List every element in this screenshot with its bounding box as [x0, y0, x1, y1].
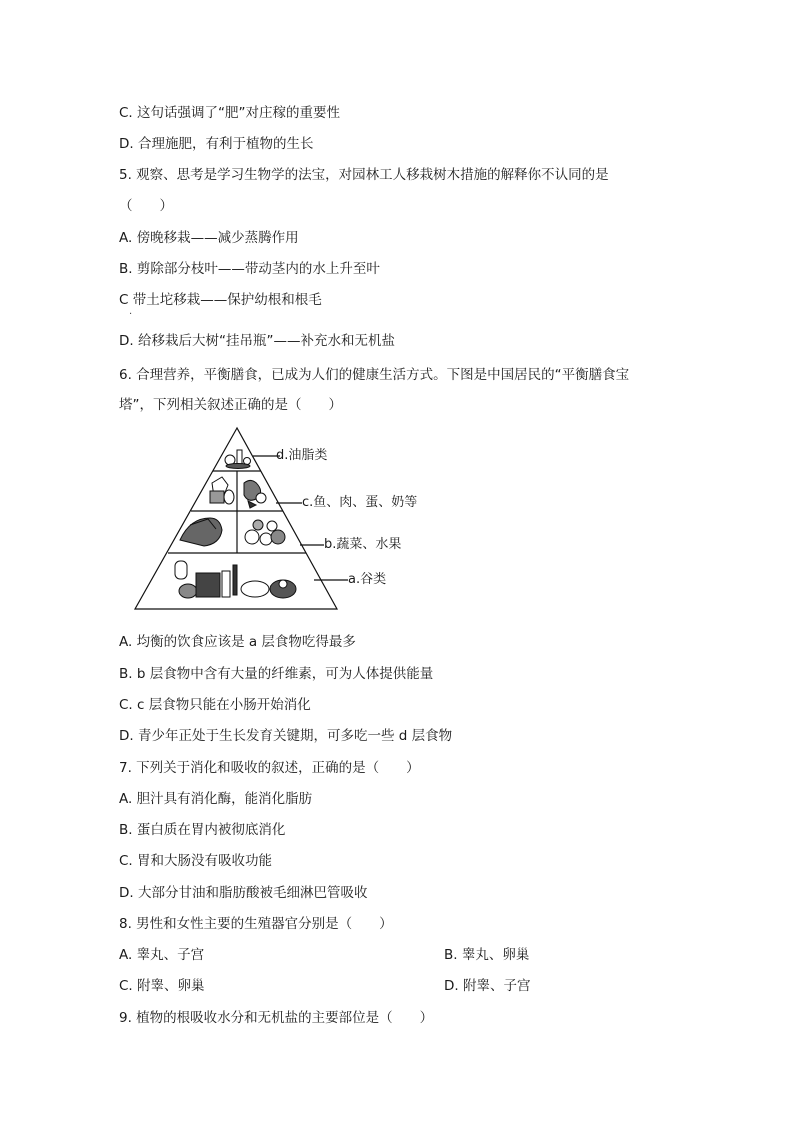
option-b-q5: B. 剪除部分枝叶——带动茎内的水上升至叶: [119, 261, 380, 277]
label-d-oils: d.油脂类: [276, 448, 328, 463]
option-d-q8: D. 附睾、子宫: [444, 978, 531, 994]
stray-dot: ·: [129, 309, 133, 320]
option-a-q7: A. 胆汁具有消化酶，能消化脂肪: [119, 791, 313, 807]
option-a-q8: A. 睾丸、子宫: [119, 947, 205, 963]
option-b-q8: B. 睾丸、卵巢: [444, 947, 530, 963]
meat-egg-milk-icons: [210, 477, 266, 508]
question-5: 5. 观察、思考是学习生物学的法宝，对园林工人移栽树木措施的解释你不认同的是: [119, 167, 609, 183]
label-a-grains: a.谷类: [348, 572, 387, 587]
oil-food-icons: [225, 450, 251, 469]
question-5-bracket: （ ）: [119, 198, 173, 214]
question-6-cont: 塔”，下列相关叙述正确的是（ ）: [119, 397, 342, 413]
option-c-q8: C. 附睾、卵巢: [119, 978, 205, 994]
question-9: 9. 植物的根吸收水分和无机盐的主要部位是（ ）: [119, 1010, 434, 1026]
question-7: 7. 下列关于消化和吸收的叙述，正确的是（ ）: [119, 760, 420, 776]
label-c-meat: c.鱼、肉、蛋、奶等: [302, 495, 418, 510]
option-d-q5: D. 给移栽后大树“挂吊瓶”——补充水和无机盐: [119, 333, 395, 349]
option-d-q7: D. 大部分甘油和脂肪酸被毛细淋巴管吸收: [119, 885, 368, 901]
option-c-q6: C. c 层食物只能在小肠开始消化: [119, 697, 311, 713]
option-a-q5: A. 傍晚移栽——减少蒸腾作用: [119, 230, 299, 246]
option-d-q6: D. 青少年正处于生长发育关键期，可多吃一些 d 层食物: [119, 728, 453, 744]
option-c-q4: C. 这句话强调了“肥”对庄稼的重要性: [119, 105, 340, 121]
option-c-q5: C 带土坨移栽——保护幼根和根毛: [119, 292, 322, 308]
option-d-q4: D. 合理施肥，有利于植物的生长: [119, 136, 314, 152]
option-b-q6: B. b 层食物中含有大量的纤维素，可为人体提供能量: [119, 666, 434, 682]
option-a-q6: A. 均衡的饮食应该是 a 层食物吃得最多: [119, 634, 356, 650]
option-b-q7: B. 蛋白质在胃内被彻底消化: [119, 822, 286, 838]
option-c-q7: C. 胃和大肠没有吸收功能: [119, 853, 273, 869]
question-6: 6. 合理营养，平衡膳食，已成为人们的健康生活方式。下图是中国居民的“平衡膳食宝: [119, 367, 630, 383]
vegetable-fruit-icons: [180, 518, 285, 546]
question-8: 8. 男性和女性主要的生殖器官分别是（ ）: [119, 916, 393, 932]
grain-food-icons: [175, 561, 296, 598]
label-b-vegetables: b.蔬菜、水果: [324, 537, 402, 552]
